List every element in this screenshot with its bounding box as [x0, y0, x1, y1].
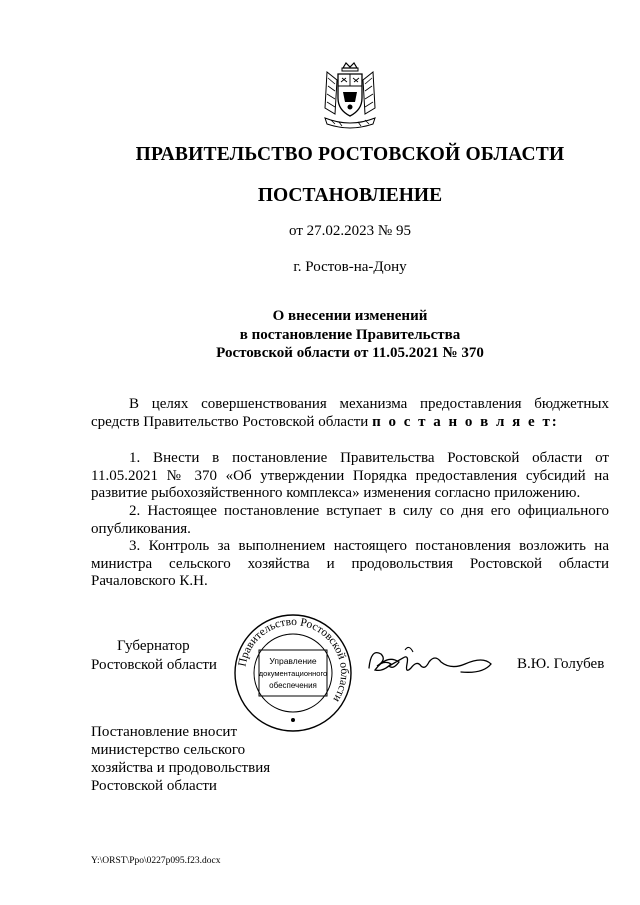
document-subject	[0, 307, 640, 363]
item-1-paragraph: 1. Внести в постановление Правительства Ростовской области от 11.05.2021 № 370 «Об утверждении Порядка предоставления субсидий на развитие рыбохозяйственного комплекса» изменения согласно приложению.	[91, 450, 609, 501]
subject-line: в постановление Правительства	[239, 326, 461, 343]
preamble-paragraph	[91, 396, 609, 431]
submitter-block	[91, 723, 270, 795]
submitter-line: Постановление вносит	[91, 724, 238, 740]
official-seal	[232, 612, 354, 734]
resolves-keyword: п о с т а н о в л я е т:	[372, 413, 559, 430]
item-2-paragraph: 2. Настоящее постановление вступает в силу со дня его официального опубликования.	[91, 503, 609, 537]
subject-line: Ростовской области от 11.05.2021 № 370	[216, 345, 484, 361]
document-type-heading: ПОСТАНОВЛЕНИЕ	[257, 185, 443, 206]
preamble-text: В целях совершенствования механизма предоставления бюджетных средств Правительство Ростовской области	[91, 396, 609, 430]
document-city: г. Ростов-на-Дону	[293, 259, 407, 275]
seal-inner-line: обеспечения	[269, 681, 317, 690]
seal-inner-line: Управление	[269, 656, 317, 666]
signer-name: В.Ю. Голубев	[517, 656, 605, 672]
file-path-footer: Y:\ORST\Ppo\0227p095.f23.docx	[91, 856, 221, 866]
submitter-line: хозяйства и продовольствия	[91, 760, 271, 776]
subject-line: О внесении изменений	[272, 308, 428, 324]
seal-outer-text: Правительство Ростовской области	[236, 615, 351, 705]
submitter-line: министерство сельского	[91, 742, 246, 758]
signatory-role	[91, 637, 217, 675]
document-date-number: от 27.02.2023 № 95	[289, 223, 411, 239]
signatory-role-line: Ростовской области	[91, 657, 217, 673]
seal-inner-line: документационного	[258, 669, 328, 678]
signatory-role-line: Губернатор	[117, 638, 190, 654]
handwritten-signature	[365, 640, 495, 682]
coat-of-arms-emblem	[317, 62, 383, 130]
submitter-line: Ростовской области	[91, 778, 217, 794]
organization-title: ПРАВИТЕЛЬСТВО РОСТОВСКОЙ ОБЛАСТИ	[135, 144, 565, 165]
item-3-paragraph: 3. Контроль за выполнением настоящего постановления возложить на министра сельского хозяйства и продовольствия Ростовской области Рачаловского К.Н.	[91, 538, 609, 589]
